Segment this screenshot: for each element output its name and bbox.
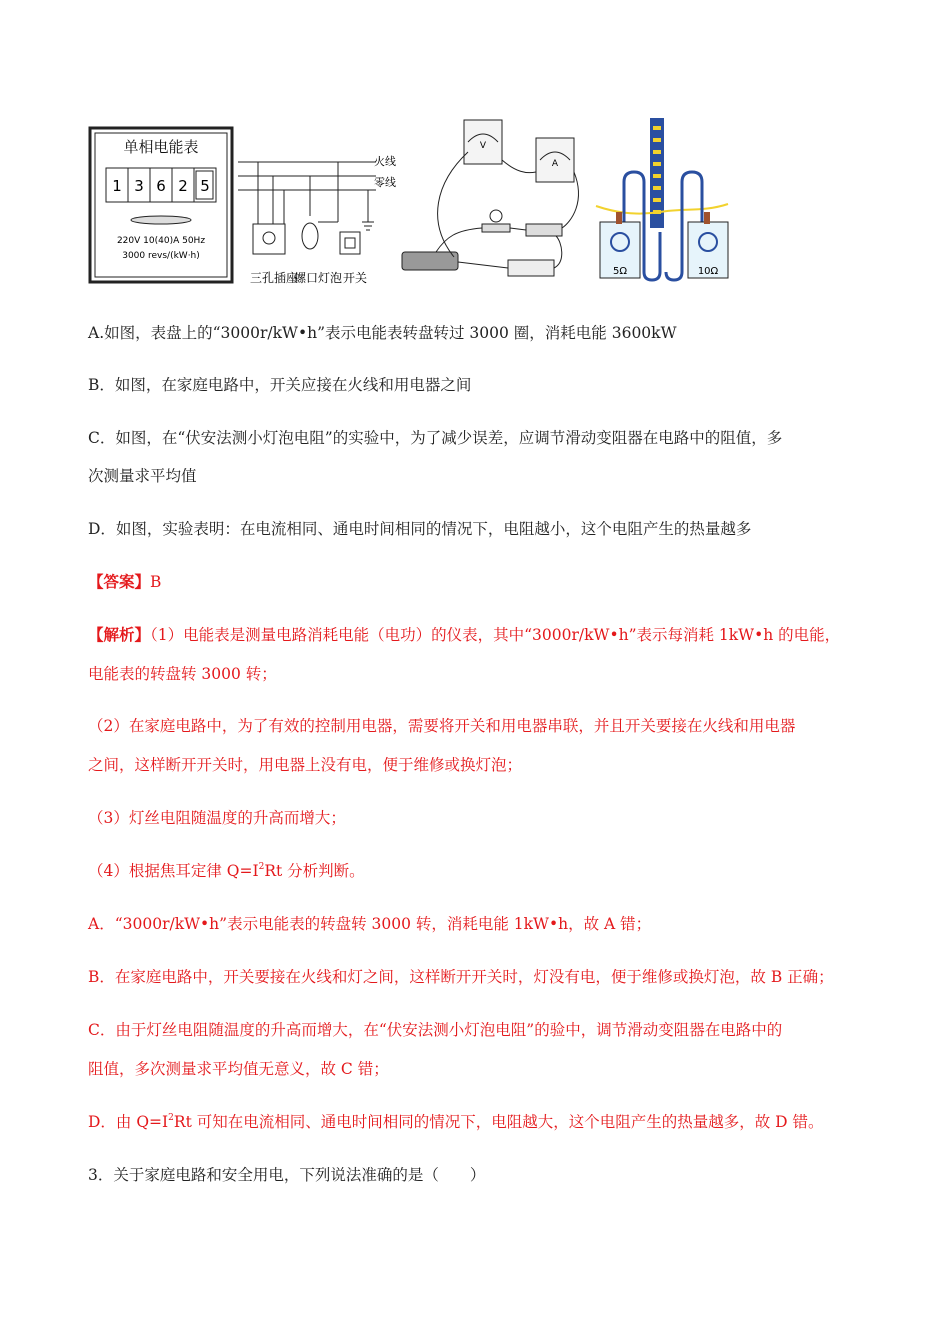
socket-label: 三孔插座 — [250, 271, 299, 285]
slide-rheostat-icon — [402, 252, 458, 270]
analysis-p3: （3）灯丝电阻随温度的升高而增大； — [88, 809, 346, 827]
switch-icon — [340, 232, 360, 254]
analysis-option-c-line2: 阻值，多次测量求平均值无意义，故 C 错； — [88, 1060, 389, 1078]
analysis-p1-line2: 电能表的转盘转 3000 转； — [88, 665, 277, 683]
socket-icon — [253, 224, 285, 254]
joule-heating-figure — [594, 112, 734, 288]
live-wire-label: 火线 — [374, 155, 396, 168]
analysis-option-d: D．由 $Q=I^2Rt$ 可知在电流相同、通电时间相同的情况下，电阻越大，这个电阻产生的热量越多，故 D 错。 — [88, 1113, 824, 1131]
option-d: D．如图，实验表明：在电流相同、通电时间相同的情况下，电阻越小，这个电阻产生的热量越多 — [88, 520, 752, 538]
svg-text:V: V — [479, 141, 487, 151]
resistor-label-left: 5Ω — [612, 266, 628, 277]
meter-spec: 3000 revs/(kW·h) — [122, 251, 200, 261]
option-c-line1: C．如图，在“伏安法测小灯泡电阻”的实验中，为了减少误差，应调节滑动变阻器在电路中的阻值，多 — [88, 429, 783, 447]
answer-line — [88, 571, 161, 593]
analysis-label: 【解析】 — [88, 625, 151, 644]
meter-digit: 6 — [156, 177, 166, 195]
meter-spec: 220V 10(40)A 50Hz — [116, 236, 206, 246]
meter-digit: 1 — [112, 177, 122, 195]
battery-icon — [508, 260, 554, 276]
svg-text:A: A — [551, 159, 559, 169]
answer-label: 【答案】 — [88, 572, 151, 591]
analysis-option-a: A．“3000r/kW•h”表示电能表的转盘转 3000 转，消耗电能 1kW•h，故 A 错； — [88, 915, 652, 933]
meter-title: 单相电能表 — [123, 138, 199, 156]
meter-digit: 2 — [178, 177, 188, 195]
question-3: 3．关于家庭电路和安全用电，下列说法准确的是（ ） — [88, 1166, 486, 1184]
voltammetry-circuit-figure — [396, 112, 586, 288]
answer-value: B — [150, 573, 162, 591]
neutral-wire-label: 零线 — [374, 176, 396, 189]
resistor-label-right: 10Ω — [697, 266, 719, 277]
lamp-label: 螺口灯泡 — [294, 271, 343, 285]
option-a: A.如图，表盘上的“3000r/kW•h”表示电能表转盘转过 3000 圈，消耗电能 3600kW — [88, 324, 677, 342]
switch-label: 开关 — [343, 271, 368, 285]
analysis-p4: （4）根据焦耳定律 $Q=I^2Rt$ 分析判断。 — [88, 862, 365, 880]
knife-switch-icon — [526, 224, 562, 236]
meter-digit: 3 — [134, 177, 144, 195]
bulb-icon — [490, 210, 502, 222]
meter-disc — [131, 216, 191, 224]
analysis-p2-line1: （2）在家庭电路中，为了有效的控制用电器，需要将开关和用电器串联，并且开关要接在火线和用电器 — [88, 717, 796, 735]
analysis-p2-line2: 之间，这样断开开关时，用电器上没有电，便于维修或换灯泡； — [88, 756, 523, 774]
option-b: B．如图，在家庭电路中，开关应接在火线和用电器之间 — [88, 376, 472, 394]
meter-digit: 5 — [200, 177, 210, 195]
option-c-line2: 次测量求平均值 — [88, 467, 197, 485]
analysis-option-b: B．在家庭电路中，开关要接在火线和灯之间，这样断开开关时，灯没有电，便于维修或换灯泡，故 B 正确； — [88, 968, 834, 986]
energy-meter-figure — [88, 124, 396, 288]
lamp-icon — [302, 223, 318, 249]
analysis-p1-line1: 【解析】（1）电能表是测量电路消耗电能（电功）的仪表，其中“3000r/kW•h”表示每消耗 1kW•h 的电能， — [88, 625, 841, 644]
analysis-option-c-line1: C．由于灯丝电阻随温度的升高而增大，在“伏安法测小灯泡电阻”的验中，调节滑动变阻器在电路中的 — [88, 1021, 783, 1039]
